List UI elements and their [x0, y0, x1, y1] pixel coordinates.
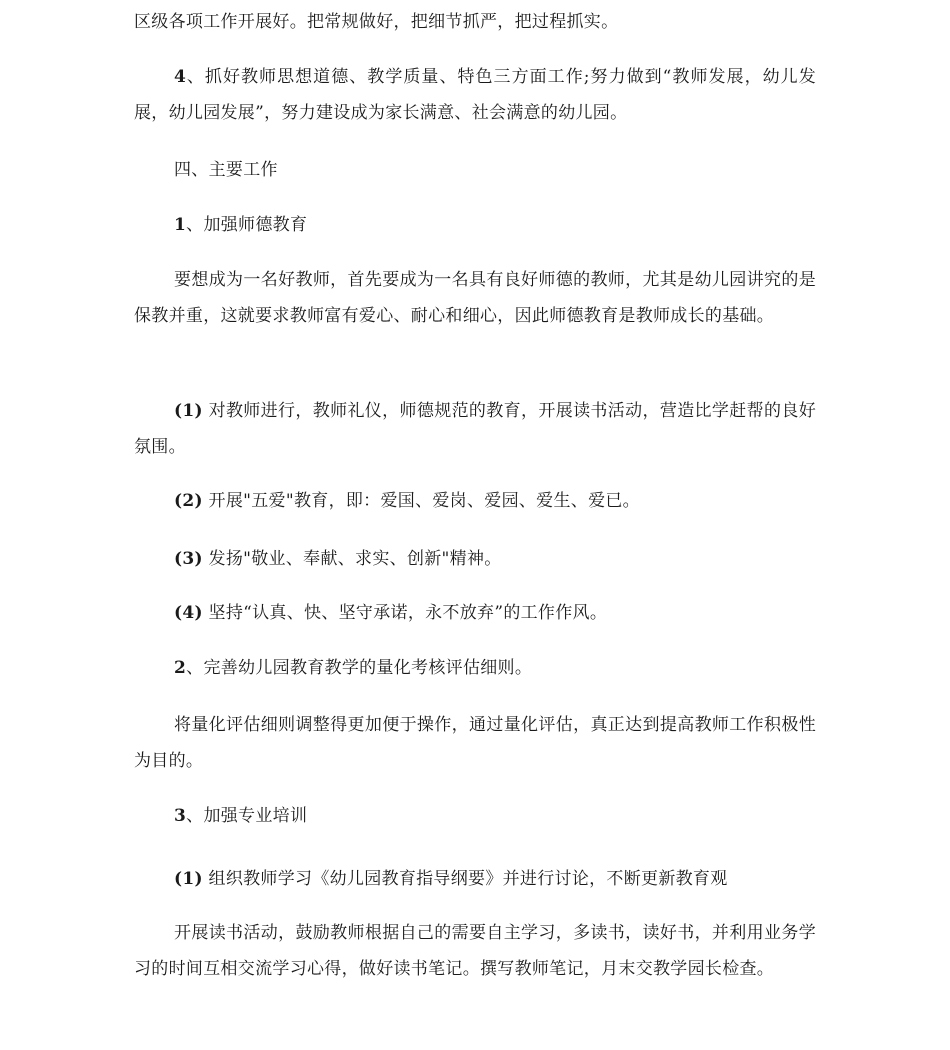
paragraph-text: 区级各项工作开展好。把常规做好，把细节抓严，把过程抓实。 — [134, 12, 619, 32]
paragraph-text: 开展"五爱"教育，即：爱国、爱岗、爱园、爱生、爱已。 — [202, 491, 640, 511]
paragraph-text: 、抓好教师思想道德、教学质量、特色三方面工作;努力做到“教师发展，幼儿发展，幼儿园发展”，努力建设成为家长满意、社会满意的幼儿园。 — [134, 67, 816, 123]
paragraph-item-3-1 — [134, 861, 816, 897]
paragraph-text: 坚持“认真、快、坚守承诺，永不放弃”的工作作风。 — [202, 603, 608, 623]
paragraph-text: 要想成为一名好教师，首先要成为一名具有良好师德的教师，尤其是幼儿园讲究的是保教并重，这就要求教师富有爱心、耐心和细心，因此师德教育是教师成长的基础。 — [134, 270, 816, 326]
paragraph-text: 发扬"敬业、奉献、求实、创新"精神。 — [202, 549, 502, 569]
item-number: 1 — [174, 215, 187, 235]
paragraph-text: 开展读书活动，鼓励教师根据自己的需要自主学习，多读书，读好书，并利用业务学习的时间互相交流学习心得，做好读书笔记。撰写教师笔记，月末交教学园长检查。 — [134, 923, 816, 979]
paragraph-item-4 — [134, 59, 816, 131]
paragraph-text: 对教师进行，教师礼仪，师德规范的教育，开展读书活动，营造比学赶帮的良好氛围。 — [134, 401, 816, 457]
item-number: (2) — [174, 491, 203, 511]
paragraph-item-1-2 — [134, 483, 816, 519]
paragraph-item-1-3 — [134, 541, 816, 577]
section-heading-main-work — [134, 152, 816, 188]
paragraph-assessment — [134, 707, 816, 779]
paragraph-text: 组织教师学习《幼儿园教育指导纲要》并进行讨论，不断更新教育观 — [202, 869, 728, 889]
paragraph-reading — [134, 915, 816, 987]
heading-text: 、加强专业培训 — [186, 806, 308, 826]
item-number: (1) — [174, 401, 203, 421]
item-number: (3) — [174, 549, 203, 569]
item-number: 4 — [174, 67, 187, 87]
paragraph-text: 将量化评估细则调整得更加便于操作，通过量化评估，真正达到提高教师工作积极性为目的。 — [134, 715, 816, 771]
paragraph-continuation — [134, 4, 816, 40]
item-number: (1) — [174, 869, 203, 889]
item-number: (4) — [174, 603, 203, 623]
item-number: 2 — [174, 658, 187, 678]
subheading-ethics-education — [134, 207, 816, 243]
heading-text: 、加强师德教育 — [186, 215, 308, 235]
heading-text: 四、主要工作 — [174, 160, 278, 180]
paragraph-item-1-4 — [134, 595, 816, 631]
subheading-training — [134, 798, 816, 834]
subheading-assessment — [134, 650, 816, 686]
paragraph-ethics-intro — [134, 262, 816, 334]
item-number: 3 — [174, 806, 187, 826]
heading-text: 、完善幼儿园教育教学的量化考核评估细则。 — [186, 658, 533, 678]
paragraph-item-1-1 — [134, 393, 816, 465]
